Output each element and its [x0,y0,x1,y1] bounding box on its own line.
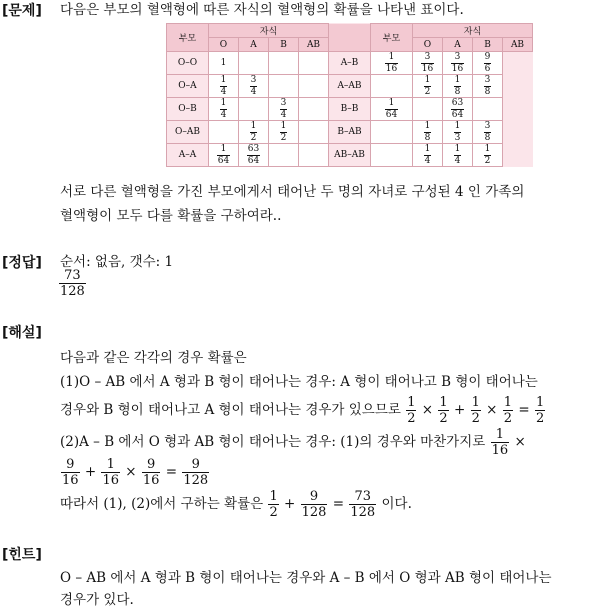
probability-fraction: $\frac{1}{2}$ [280,120,287,143]
answer-numerator: 73 [59,269,86,284]
type-header: AB [503,38,533,52]
table-header-parent: 부모 [167,24,209,52]
probability-fraction: $\frac{1}{2}$ [250,120,257,143]
probability-fraction: $\frac{1}{4}$ [220,97,227,120]
table-row [167,75,533,98]
probability-fraction: $\frac{1}{16}$ [385,51,398,74]
probability-cell [209,144,239,167]
probability-cell [473,98,503,121]
probability-cell [239,52,269,75]
probability-cell [209,75,239,98]
probability-fraction: $\frac{3}{8}$ [484,74,491,97]
hint-header: [힌트] [2,547,42,563]
table-header-child-right: 자식 [413,24,533,38]
probability-fraction: $\frac{1}{64}$ [217,143,230,166]
parent-label: AB–AB [329,144,371,167]
probability-fraction: $\frac{3}{4}$ [280,97,287,120]
parent-label: O–B [167,98,209,121]
probability-cell [269,98,299,121]
probability-cell [413,52,443,75]
probability-cell [443,98,473,121]
probability-cell [269,144,299,167]
probability-fraction: $\frac{1}{4}$ [220,74,227,97]
probability-cell [269,52,299,75]
probability-cell [299,52,329,75]
type-header: A [239,38,269,52]
probability-cell [209,98,239,121]
explanation-header: [해설] [2,325,42,341]
probability-fraction: $\frac{1}{8}$ [424,120,431,143]
probability-cell [443,144,473,167]
probability-fraction: $\frac{3}{8}$ [484,120,491,143]
probability-cell [413,75,443,98]
parent-label: B–AB [329,121,371,144]
probability-cell [413,144,443,167]
type-header: A [443,38,473,52]
table-header-parent-right: 부모 [371,24,413,52]
probability-cell [473,144,503,167]
explanation-line6-text: 따라서 (1), (2)에서 구하는 확률은 [60,496,264,512]
parent-label: O–O [167,52,209,75]
probability-fraction: $\frac{3}{4}$ [250,74,257,97]
parent-label: A–A [167,144,209,167]
explanation-line1: 다음과 같은 각각의 경우 확률은 [60,350,247,366]
probability-cell [239,75,269,98]
answer-header: [정답] [2,255,42,271]
probability-cell [443,75,473,98]
type-header: B [269,38,299,52]
type-header: B [473,38,503,52]
probability-fraction: $\frac{9}{6}$ [484,51,491,74]
probability-cell [239,98,269,121]
probability-cell [209,52,239,75]
probability-cell [371,75,413,98]
explanation-line3: 경우와 B 형이 태어나고 A 형이 태어나는 경우가 있으므로 $\frac{1}{2}$ × $\frac{1}{2}$ + $\frac{1}{2}$ × $\frac{1}{2}$ = $\frac{1}{2}$ [60,395,545,426]
probability-cell [239,121,269,144]
parent-label: A–AB [329,75,371,98]
probability-cell [209,121,239,144]
probability-cell [239,144,269,167]
explanation-line4-text: (2)A – B 에서 O 형과 AB 형이 태어나는 경우: (1)의 경우와 마찬가지로 [60,434,486,450]
answer-text: 순서: 없음, 갯수: 1 [60,254,174,270]
explanation-line5: $\frac{9}{16}$ + $\frac{1}{16}$ × $\frac{9}{16}$ = $\frac{9}{128}$ [62,457,209,488]
probability-cell [473,52,503,75]
answer-fraction [58,269,87,298]
probability-cell [299,75,329,98]
problem-question-line1: 서로 다른 혈액형을 가진 부모에게서 태어난 두 명의 자녀로 구성된 4 인 가족의 [60,184,525,200]
probability-table-grid [166,23,533,167]
probability-fraction: $\frac{1}{3}$ [454,120,461,143]
parent-label: O–AB [167,121,209,144]
probability-fraction: $\frac{1}{4}$ [454,143,461,166]
type-header: O [209,38,239,52]
probability-cell [299,121,329,144]
parent-label: A–B [329,52,371,75]
problem-intro: 다음은 부모의 혈액형에 따른 자식의 혈액형의 확률을 나타낸 표이다. [60,2,464,18]
probability-fraction: $\frac{1}{2}$ [484,143,491,166]
probability-cell [371,52,413,75]
probability-cell [299,144,329,167]
probability-cell [269,121,299,144]
probability-cell [269,75,299,98]
probability-cell [413,98,443,121]
table-row [167,98,533,121]
probability-cell [443,52,473,75]
probability-cell [299,98,329,121]
hint-line1: O – AB 에서 A 형과 B 형이 태어나는 경우와 A – B 에서 O 형과 AB 형이 태어나는 [60,570,552,586]
probability-fraction: $\frac{1}{64}$ [385,97,398,120]
parent-label: B–B [329,98,371,121]
table-header-child: 자식 [209,24,329,38]
probability-cell [371,98,413,121]
problem-question-line2: 혈액형이 모두 다를 확률을 구하여라.. [60,208,282,224]
answer-denominator: 128 [60,284,85,299]
table-row [167,144,533,167]
probability-fraction: $\frac{1}{2}$ [424,74,431,97]
probability-cell [371,121,413,144]
hint-line2: 경우가 있다. [60,592,134,608]
probability-cell [371,144,413,167]
probability-fraction: $\frac{63}{64}$ [451,97,464,120]
type-header: AB [299,38,329,52]
type-header: O [413,38,443,52]
probability-fraction: $\frac{1}{8}$ [454,74,461,97]
table-row [167,52,533,75]
probability-fraction: $\frac{3}{16}$ [451,51,464,74]
explanation-line2: (1)O – AB 에서 A 형과 B 형이 태어나는 경우: A 형이 태어나고 B 형이 태어나는 [60,374,538,390]
probability-fraction: $\frac{63}{64}$ [247,143,260,166]
parent-label: O–A [167,75,209,98]
problem-header: [문제] [2,3,42,19]
probability-fraction: $\frac{1}{4}$ [424,143,431,166]
explanation-line4: (2)A – B 에서 O 형과 AB 형이 태어나는 경우: (1)의 경우와 마찬가지로 $\frac{1}{16}$ × [60,427,526,458]
probability-value: 1 [220,58,227,68]
probability-cell [443,121,473,144]
probability-cell [413,121,443,144]
table-row [167,121,533,144]
explanation-line6: 따라서 (1), (2)에서 구하는 확률은 $\frac{1}{2}$ + $\frac{9}{128}$ = $\frac{73}{128}$ 이다. [60,489,412,520]
explanation-line3-text: 경우와 B 형이 태어나고 A 형이 태어나는 경우가 있으므로 [60,402,401,418]
probability-cell [473,121,503,144]
probability-fraction: $\frac{3}{16}$ [421,51,434,74]
probability-table [166,23,533,167]
probability-cell [473,75,503,98]
